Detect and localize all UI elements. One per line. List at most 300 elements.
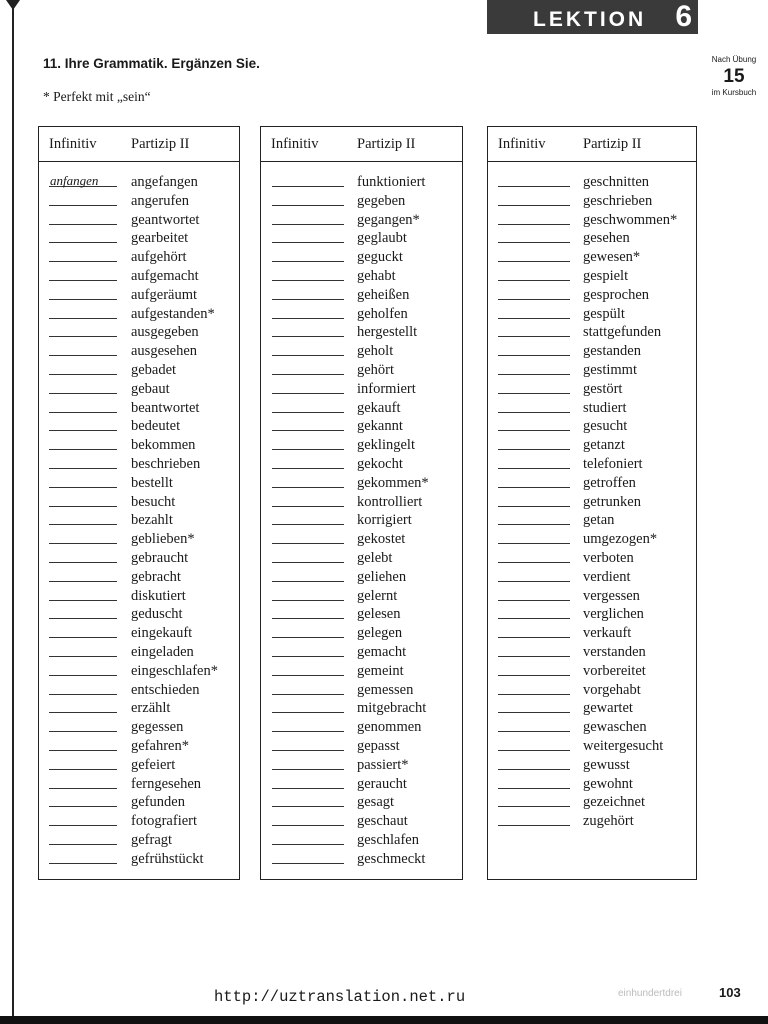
partizip-word: gefrühstückt	[131, 850, 204, 867]
table-row	[488, 380, 696, 399]
infinitiv-blank[interactable]	[272, 506, 344, 507]
partizip-word: weitergesucht	[583, 737, 664, 754]
infinitiv-blank[interactable]	[498, 637, 570, 638]
partizip-word: aufgehört	[131, 249, 187, 266]
infinitiv-blank[interactable]	[272, 261, 344, 262]
infinitiv-blank[interactable]	[498, 562, 570, 563]
infinitiv-blank[interactable]	[272, 374, 344, 375]
infinitiv-blank[interactable]	[272, 712, 344, 713]
bottom-border	[0, 1016, 768, 1024]
table-row	[488, 211, 696, 230]
partizip-word: geschmeckt	[357, 850, 426, 867]
exercise-title: 11. Ihre Grammatik. Ergänzen Sie.	[43, 56, 260, 71]
table-row	[261, 643, 462, 662]
infinitiv-blank[interactable]	[49, 299, 117, 300]
infinitiv-answer: anfangen	[50, 173, 99, 188]
table-row	[261, 399, 462, 418]
table-row	[261, 474, 462, 493]
table-row	[488, 305, 696, 324]
partizip-word: gesehen	[583, 230, 630, 247]
partizip-word: verstanden	[583, 643, 646, 660]
partizip-word: gegangen*	[357, 211, 420, 228]
table-row	[261, 192, 462, 211]
partizip-word: diskutiert	[131, 587, 186, 604]
table-row	[261, 286, 462, 305]
table-row	[39, 756, 239, 775]
partizip-word: verboten	[583, 549, 634, 566]
infinitiv-blank[interactable]	[498, 374, 570, 375]
side-note-number: 15	[723, 66, 745, 87]
partizip-word: gekocht	[357, 455, 403, 472]
infinitiv-blank[interactable]	[498, 299, 570, 300]
partizip-word: beschrieben	[131, 455, 201, 472]
table-row	[39, 173, 239, 192]
infinitiv-blank[interactable]	[49, 280, 117, 281]
partizip-word: gebracht	[131, 568, 181, 585]
infinitiv-blank[interactable]	[498, 449, 570, 450]
table-row	[488, 812, 696, 831]
partizip-word: gekommen*	[357, 474, 429, 491]
header-infinitiv: Infinitiv	[49, 136, 97, 152]
table-row	[261, 737, 462, 756]
infinitiv-blank[interactable]	[49, 863, 117, 864]
table-row	[488, 493, 696, 512]
infinitiv-blank[interactable]	[272, 675, 344, 676]
infinitiv-blank[interactable]	[272, 487, 344, 488]
infinitiv-blank[interactable]	[498, 205, 570, 206]
partizip-word: hergestellt	[357, 324, 418, 341]
table-row	[488, 248, 696, 267]
infinitiv-blank[interactable]	[49, 562, 117, 563]
table-row	[488, 399, 696, 418]
table-row	[261, 342, 462, 361]
infinitiv-blank[interactable]	[498, 731, 570, 732]
header-infinitiv: Infinitiv	[498, 136, 546, 152]
table-row	[261, 493, 462, 512]
partizip-word: getroffen	[583, 474, 636, 491]
partizip-word: eingeladen	[131, 643, 194, 660]
infinitiv-blank[interactable]	[272, 524, 344, 525]
table-row	[39, 455, 239, 474]
table-row	[39, 699, 239, 718]
infinitiv-blank[interactable]	[49, 524, 117, 525]
infinitiv-blank[interactable]	[272, 844, 344, 845]
partizip-word: geschrieben	[583, 192, 653, 209]
partizip-word: gekauft	[357, 399, 401, 416]
table-row	[39, 267, 239, 286]
infinitiv-blank[interactable]	[272, 600, 344, 601]
partizip-word: gelesen	[357, 606, 401, 623]
infinitiv-blank[interactable]	[49, 543, 117, 544]
partizip-word: geantwortet	[131, 211, 200, 228]
infinitiv-blank[interactable]	[49, 806, 117, 807]
partizip-word: gewaschen	[583, 719, 647, 736]
table-row	[39, 793, 239, 812]
header-infinitiv: Infinitiv	[271, 136, 319, 152]
infinitiv-blank[interactable]	[49, 449, 117, 450]
partizip-word: gewohnt	[583, 775, 633, 792]
infinitiv-blank[interactable]	[49, 261, 117, 262]
partizip-word: geschwommen*	[583, 211, 678, 228]
infinitiv-blank[interactable]	[49, 468, 117, 469]
table-row	[39, 568, 239, 587]
partizip-word: getrunken	[583, 493, 641, 510]
table-row	[39, 511, 239, 530]
infinitiv-blank[interactable]	[498, 769, 570, 770]
table-row	[488, 436, 696, 455]
spine-arrow-icon	[6, 0, 20, 10]
header-partizip: Partizip II	[583, 136, 642, 152]
partizip-word: ferngesehen	[131, 775, 202, 792]
infinitiv-blank[interactable]	[498, 430, 570, 431]
infinitiv-blank[interactable]	[49, 374, 117, 375]
partizip-word: bezahlt	[131, 512, 173, 529]
infinitiv-blank[interactable]	[498, 618, 570, 619]
infinitiv-blank[interactable]	[272, 562, 344, 563]
partizip-word: verkauft	[583, 625, 632, 642]
infinitiv-blank[interactable]	[498, 506, 570, 507]
partizip-word: gefunden	[131, 794, 185, 811]
infinitiv-blank[interactable]	[272, 205, 344, 206]
partizip-word: studiert	[583, 399, 627, 416]
table-row	[261, 323, 462, 342]
page-number: 103	[719, 985, 741, 1000]
infinitiv-blank[interactable]	[272, 186, 344, 187]
partizip-word: gegeben	[357, 192, 406, 209]
infinitiv-blank[interactable]	[498, 600, 570, 601]
table-header	[261, 127, 462, 162]
partizip-word: gestimmt	[583, 361, 637, 378]
infinitiv-blank[interactable]	[272, 355, 344, 356]
partizip-word: gelebt	[357, 549, 393, 566]
infinitiv-blank[interactable]	[498, 581, 570, 582]
partizip-word: gemacht	[357, 643, 407, 660]
partizip-word: ausgegeben	[131, 324, 199, 341]
infinitiv-blank[interactable]	[272, 825, 344, 826]
lektion-word: LEKTION	[533, 8, 647, 31]
partizip-word: gespült	[583, 305, 625, 322]
infinitiv-blank[interactable]	[498, 242, 570, 243]
infinitiv-blank[interactable]	[49, 844, 117, 845]
partizip-word: verglichen	[583, 606, 644, 623]
partizip-word: gemeint	[357, 662, 404, 679]
infinitiv-blank[interactable]	[272, 543, 344, 544]
partizip-word: geholfen	[357, 305, 408, 322]
partizip-word: geschnitten	[583, 174, 650, 190]
table-row	[261, 662, 462, 681]
infinitiv-blank[interactable]	[272, 581, 344, 582]
table-row	[488, 775, 696, 794]
table-row	[488, 192, 696, 211]
partizip-word: gehört	[357, 361, 395, 378]
partizip-word: gewartet	[583, 700, 633, 717]
partizip-word: gekannt	[357, 418, 403, 435]
infinitiv-blank[interactable]	[272, 806, 344, 807]
table-row	[261, 605, 462, 624]
partizip-word: geblieben*	[131, 531, 195, 548]
infinitiv-blank[interactable]	[498, 393, 570, 394]
partizip-word: gesucht	[583, 418, 628, 435]
infinitiv-blank[interactable]	[498, 336, 570, 337]
infinitiv-blank[interactable]	[498, 280, 570, 281]
partizip-word: fotografiert	[131, 813, 198, 830]
infinitiv-blank[interactable]	[49, 788, 117, 789]
table-row	[39, 192, 239, 211]
table-row	[488, 361, 696, 380]
table-row	[39, 211, 239, 230]
partizip-word: genommen	[357, 719, 422, 736]
infinitiv-blank[interactable]	[49, 318, 117, 319]
table-row	[261, 436, 462, 455]
infinitiv-blank[interactable]	[272, 224, 344, 225]
partizip-word: geglaubt	[357, 230, 407, 247]
infinitiv-blank[interactable]	[49, 412, 117, 413]
partizip-word: gesagt	[357, 794, 395, 811]
table-row	[488, 568, 696, 587]
header-partizip: Partizip II	[357, 136, 416, 152]
table-row	[39, 399, 239, 418]
infinitiv-blank[interactable]	[49, 393, 117, 394]
table-row	[261, 361, 462, 380]
table-row	[39, 681, 239, 700]
infinitiv-blank[interactable]	[498, 825, 570, 826]
table-rows	[261, 173, 462, 868]
infinitiv-blank[interactable]	[49, 675, 117, 676]
table-row	[39, 436, 239, 455]
table-row	[39, 323, 239, 342]
infinitiv-blank[interactable]	[49, 637, 117, 638]
table-row	[488, 455, 696, 474]
infinitiv-blank[interactable]	[272, 731, 344, 732]
infinitiv-blank[interactable]	[272, 318, 344, 319]
table-row	[261, 173, 462, 192]
infinitiv-blank[interactable]	[49, 750, 117, 751]
partizip-word: gekostet	[357, 531, 406, 548]
partizip-word: funktioniert	[357, 174, 426, 190]
infinitiv-blank[interactable]	[272, 637, 344, 638]
infinitiv-blank[interactable]	[498, 318, 570, 319]
partizip-word: gelernt	[357, 587, 398, 604]
table-row	[39, 474, 239, 493]
table-row	[488, 718, 696, 737]
partizip-word: gebadet	[131, 361, 177, 378]
infinitiv-blank[interactable]	[49, 205, 117, 206]
table-row	[261, 624, 462, 643]
table-row	[488, 549, 696, 568]
table-row	[261, 587, 462, 606]
infinitiv-blank[interactable]	[272, 242, 344, 243]
table-row	[39, 493, 239, 512]
partizip-word: bedeutet	[131, 418, 181, 435]
table-row	[261, 455, 462, 474]
infinitiv-blank[interactable]	[49, 242, 117, 243]
table-row	[261, 850, 462, 869]
infinitiv-blank[interactable]	[272, 430, 344, 431]
partizip-word: aufgeräumt	[131, 286, 198, 303]
partizip-word: vergessen	[583, 587, 640, 604]
partizip-word: geliehen	[357, 568, 407, 585]
table-row	[261, 793, 462, 812]
table-row	[261, 305, 462, 324]
table-header	[488, 127, 696, 162]
table-row	[261, 417, 462, 436]
partizip-word: angefangen	[131, 174, 198, 190]
infinitiv-blank[interactable]	[498, 186, 570, 187]
infinitiv-blank[interactable]	[49, 487, 117, 488]
infinitiv-blank[interactable]	[49, 581, 117, 582]
table-row	[261, 511, 462, 530]
partizip-word: ausgesehen	[131, 343, 198, 360]
table-row	[488, 605, 696, 624]
table-rows	[39, 173, 239, 868]
partizip-word: erzählt	[131, 700, 171, 717]
infinitiv-blank[interactable]	[498, 468, 570, 469]
partizip-word: informiert	[357, 380, 416, 397]
infinitiv-blank[interactable]	[49, 618, 117, 619]
infinitiv-blank[interactable]	[272, 694, 344, 695]
infinitiv-blank[interactable]	[272, 788, 344, 789]
table-row	[261, 229, 462, 248]
partizip-word: geschlafen	[357, 831, 419, 848]
table-row	[39, 417, 239, 436]
table-row	[488, 737, 696, 756]
table-row	[39, 850, 239, 869]
infinitiv-blank[interactable]	[498, 806, 570, 807]
partizip-word: geduscht	[131, 606, 183, 623]
infinitiv-blank[interactable]	[49, 224, 117, 225]
infinitiv-blank[interactable]	[49, 712, 117, 713]
infinitiv-blank[interactable]	[49, 769, 117, 770]
partizip-word: umgezogen*	[583, 531, 658, 548]
table-row	[488, 681, 696, 700]
partizip-word: getan	[583, 512, 615, 529]
infinitiv-blank[interactable]	[498, 675, 570, 676]
infinitiv-blank[interactable]	[272, 280, 344, 281]
infinitiv-blank[interactable]	[272, 750, 344, 751]
side-note-line2: im Kursbuch	[711, 88, 757, 97]
table-row	[488, 323, 696, 342]
partizip-word: geguckt	[357, 249, 403, 266]
partizip-word: eingeschlafen*	[131, 662, 218, 679]
partizip-word: geraucht	[357, 775, 407, 792]
partizip-word: gehabt	[357, 267, 396, 284]
partizip-word: vorgehabt	[583, 681, 641, 698]
partizip-word: geschaut	[357, 813, 408, 830]
infinitiv-blank[interactable]	[498, 355, 570, 356]
partizip-word: gestanden	[583, 343, 641, 360]
infinitiv-blank[interactable]	[498, 224, 570, 225]
header-partizip: Partizip II	[131, 136, 190, 152]
table-row	[488, 699, 696, 718]
infinitiv-blank[interactable]	[49, 506, 117, 507]
infinitiv-blank[interactable]	[272, 468, 344, 469]
infinitiv-blank[interactable]	[272, 863, 344, 864]
infinitiv-blank[interactable]	[272, 412, 344, 413]
partizip-word: gewesen*	[583, 249, 641, 266]
lektion-number: 6	[675, 0, 692, 33]
infinitiv-blank[interactable]	[49, 825, 117, 826]
infinitiv-blank[interactable]	[498, 412, 570, 413]
partizip-word: eingekauft	[131, 625, 193, 642]
infinitiv-blank[interactable]	[49, 731, 117, 732]
partizip-word: geklingelt	[357, 437, 415, 454]
infinitiv-blank[interactable]	[49, 694, 117, 695]
infinitiv-blank[interactable]	[272, 449, 344, 450]
infinitiv-blank[interactable]	[272, 336, 344, 337]
table-row	[261, 681, 462, 700]
verb-table-1	[38, 126, 240, 880]
partizip-word: gefeiert	[131, 756, 176, 773]
table-row	[488, 511, 696, 530]
infinitiv-blank[interactable]	[498, 543, 570, 544]
table-row	[261, 831, 462, 850]
table-row	[39, 737, 239, 756]
table-row	[488, 286, 696, 305]
partizip-word: gesprochen	[583, 286, 650, 303]
partizip-word: aufgemacht	[131, 267, 199, 284]
infinitiv-blank[interactable]	[498, 524, 570, 525]
footer-page-word: einhundertdrei	[618, 988, 682, 999]
partizip-word: gewusst	[583, 756, 630, 773]
infinitiv-blank[interactable]	[272, 393, 344, 394]
partizip-word: zugehört	[583, 813, 634, 830]
table-row	[261, 699, 462, 718]
table-row	[39, 530, 239, 549]
infinitiv-blank[interactable]	[49, 336, 117, 337]
infinitiv-blank[interactable]	[498, 712, 570, 713]
table-row	[488, 474, 696, 493]
partizip-word: gegessen	[131, 719, 184, 736]
infinitiv-blank[interactable]	[272, 769, 344, 770]
partizip-word: gelegen	[357, 625, 403, 642]
table-row	[261, 380, 462, 399]
partizip-word: gefahren*	[131, 737, 189, 754]
infinitiv-blank[interactable]	[498, 261, 570, 262]
infinitiv-blank[interactable]	[49, 600, 117, 601]
table-row	[488, 756, 696, 775]
table-row	[488, 173, 696, 192]
table-row	[488, 624, 696, 643]
table-row	[39, 286, 239, 305]
partizip-word: getanzt	[583, 437, 625, 454]
infinitiv-blank[interactable]	[272, 656, 344, 657]
infinitiv-blank[interactable]	[498, 788, 570, 789]
infinitiv-blank[interactable]	[498, 487, 570, 488]
footer-url: http://uztranslation.net.ru	[214, 988, 466, 1006]
page-spine-line	[12, 0, 14, 1024]
infinitiv-blank[interactable]	[272, 618, 344, 619]
partizip-word: gespielt	[583, 267, 629, 284]
partizip-word: gezeichnet	[583, 794, 645, 811]
infinitiv-blank[interactable]	[272, 299, 344, 300]
infinitiv-blank[interactable]	[498, 656, 570, 657]
table-row	[488, 530, 696, 549]
table-row	[261, 775, 462, 794]
table-row	[261, 812, 462, 831]
table-row	[39, 718, 239, 737]
partizip-word: gebraucht	[131, 549, 189, 566]
partizip-word: verdient	[583, 568, 631, 585]
infinitiv-blank[interactable]	[498, 694, 570, 695]
table-row	[39, 229, 239, 248]
table-row	[488, 643, 696, 662]
infinitiv-blank[interactable]	[49, 430, 117, 431]
infinitiv-blank[interactable]	[49, 355, 117, 356]
partizip-word: gestört	[583, 380, 623, 397]
infinitiv-blank[interactable]	[498, 750, 570, 751]
table-row	[39, 549, 239, 568]
infinitiv-blank[interactable]	[49, 656, 117, 657]
